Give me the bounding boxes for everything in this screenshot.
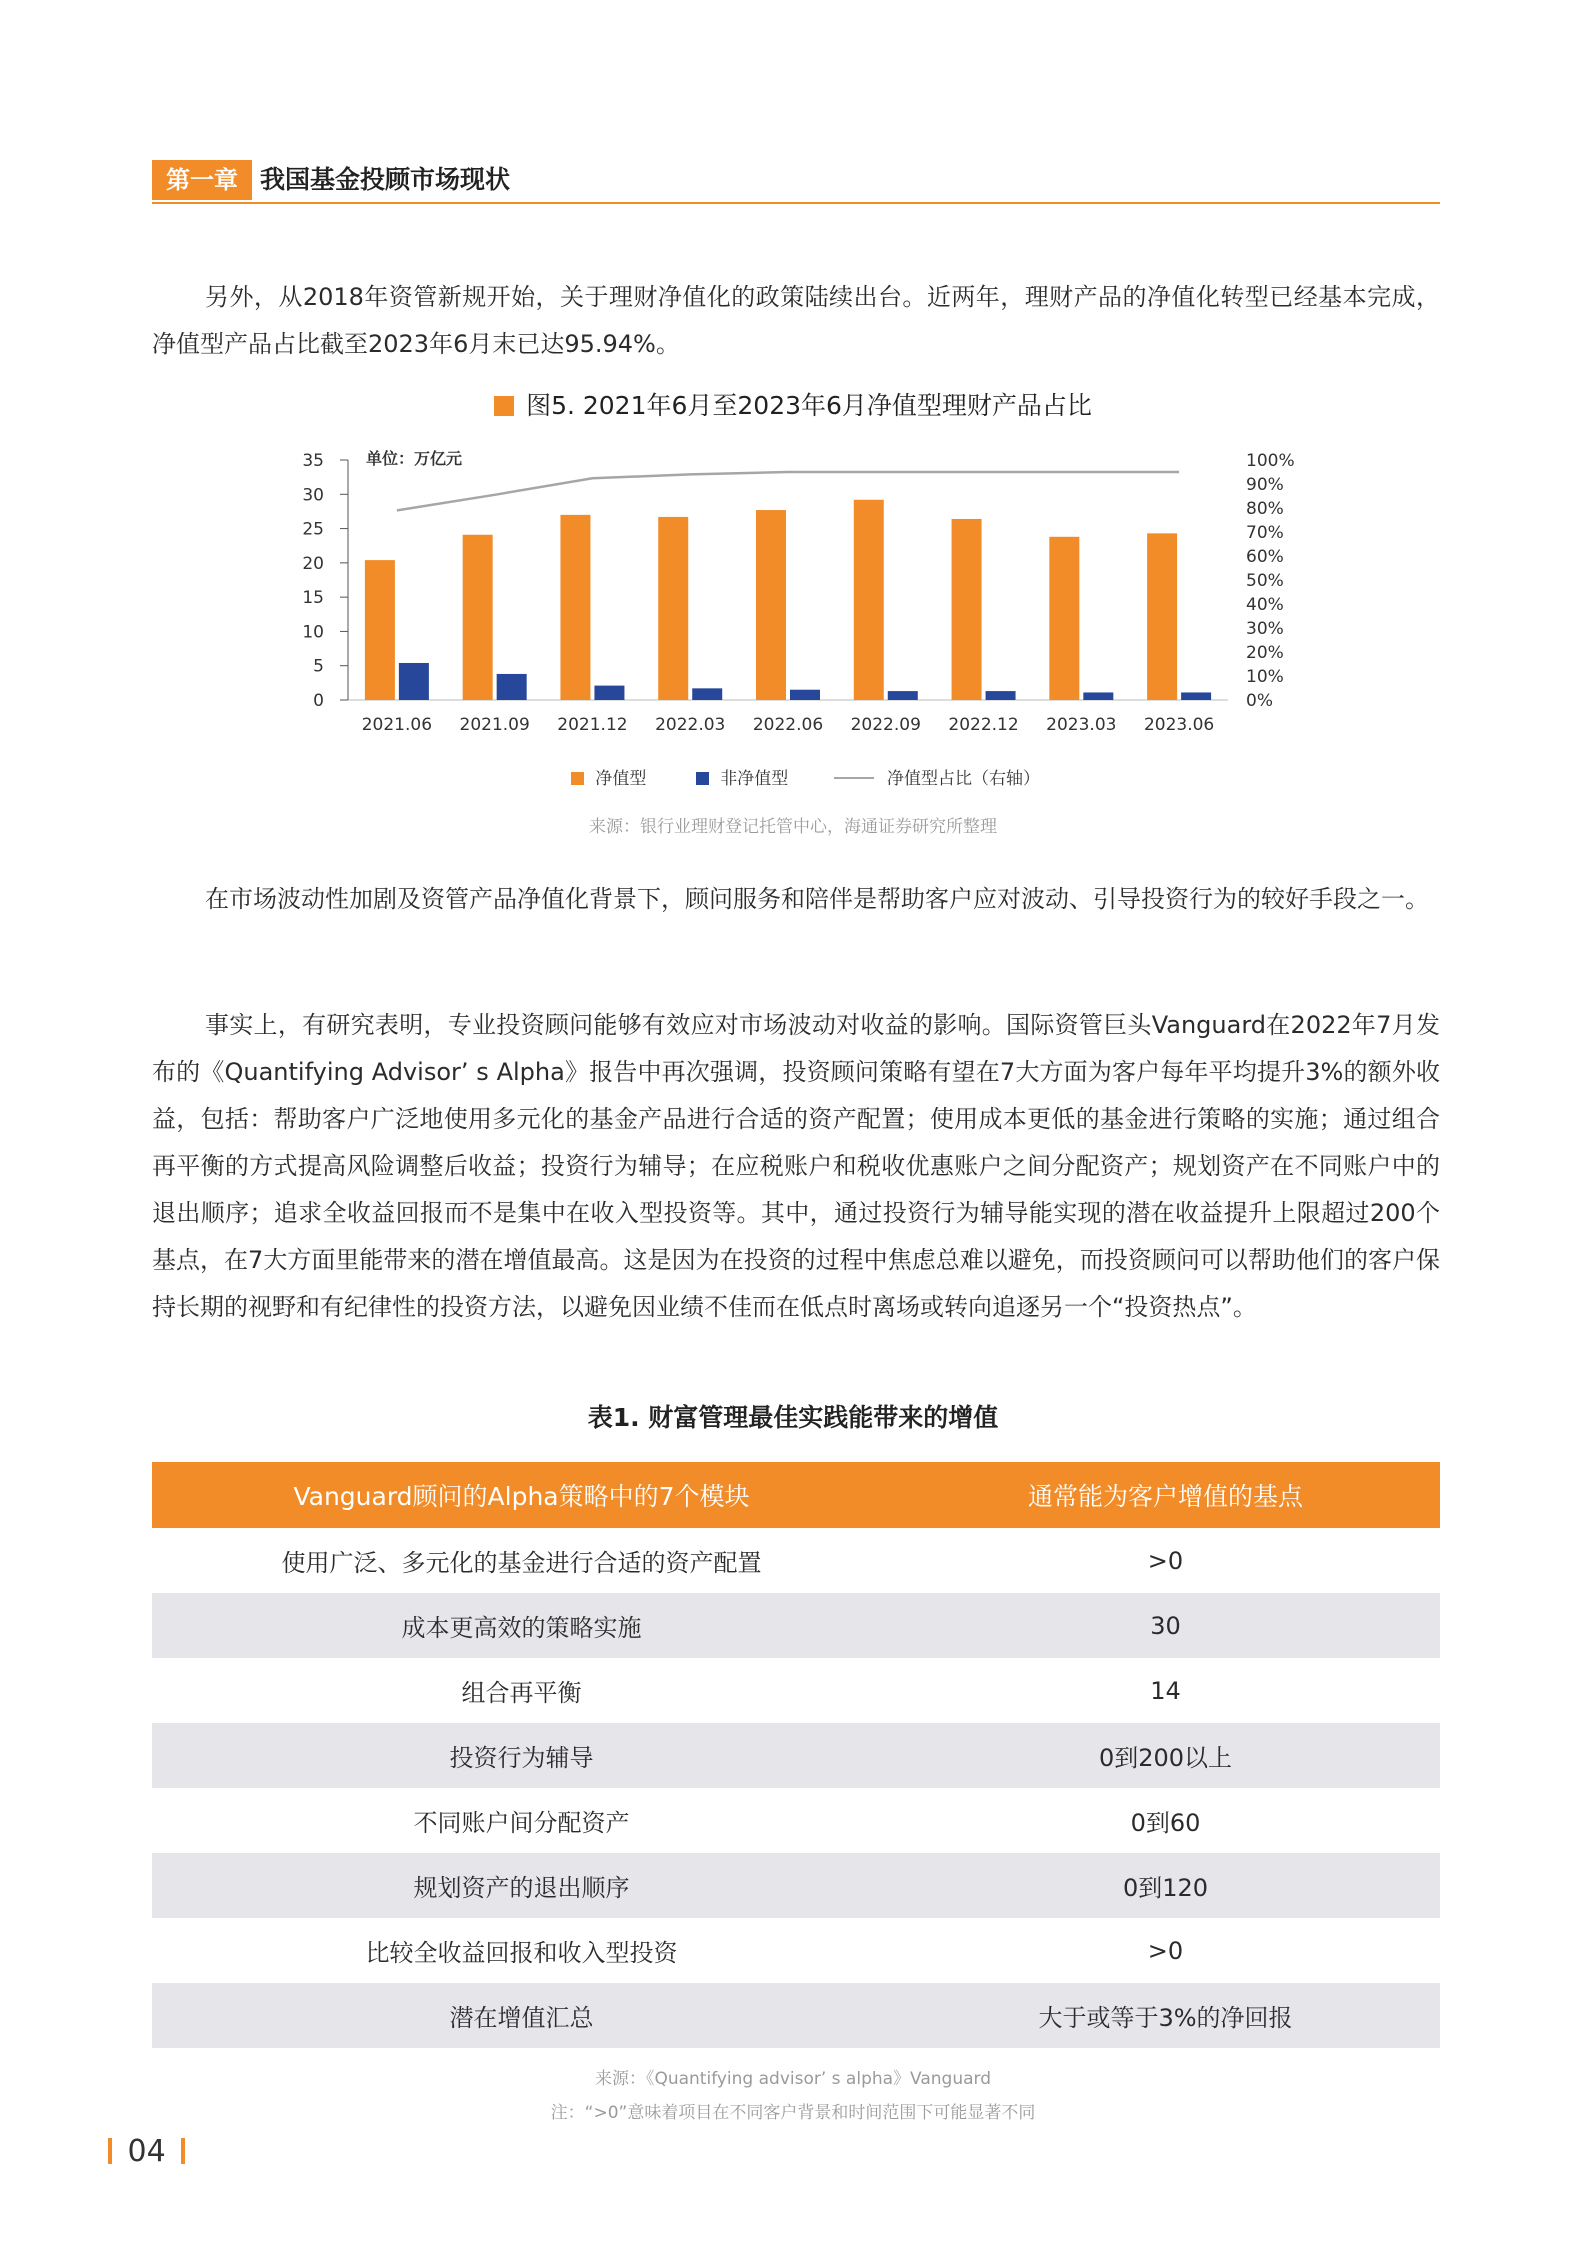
y-tick-label: 0 bbox=[313, 691, 324, 711]
bar-non-nav bbox=[1181, 692, 1211, 700]
legend-label-non-nav: 非净值型 bbox=[720, 769, 789, 789]
bar-non-nav bbox=[399, 663, 429, 700]
bar-nav bbox=[756, 510, 786, 700]
figure-source: 来源：银行业理财登记托管中心，海通证券研究所整理 bbox=[589, 817, 997, 837]
bar-non-nav bbox=[1083, 692, 1113, 700]
y2-tick-label: 90% bbox=[1246, 475, 1284, 495]
value-add-table bbox=[152, 1462, 1440, 2048]
x-tick-label: 2023.03 bbox=[1046, 715, 1117, 735]
x-tick-label: 2021.12 bbox=[557, 715, 628, 735]
bar-non-nav bbox=[888, 691, 918, 700]
table-row bbox=[152, 1853, 1440, 1918]
chart-legend bbox=[571, 764, 1040, 792]
y-tick-label: 15 bbox=[302, 588, 324, 609]
x-tick-label: 2022.12 bbox=[948, 715, 1019, 735]
table-header-row bbox=[152, 1462, 1440, 1528]
bar-line-chart bbox=[0, 430, 1586, 800]
page-number bbox=[108, 2134, 185, 2169]
legend-swatch-ratio bbox=[834, 777, 874, 779]
table-cell-bps: 14 bbox=[1150, 1676, 1181, 1705]
table-row bbox=[152, 1528, 1440, 1593]
legend-swatch-nav bbox=[571, 772, 584, 785]
table-cell-module: 比较全收益回报和收入型投资 bbox=[365, 1939, 678, 1967]
table-cell-module: 规划资产的退出顺序 bbox=[152, 1853, 891, 1918]
chapter-title: 我国基金投顾市场现状 bbox=[260, 165, 511, 194]
table-cell-bps: >0 bbox=[1147, 1936, 1184, 1965]
table-row bbox=[152, 1983, 1440, 2048]
y2-tick-label: 20% bbox=[1246, 643, 1284, 663]
table-cell-module: 不同账户间分配资产 bbox=[413, 1809, 630, 1837]
bar-nav bbox=[463, 535, 493, 700]
legend-label-ratio: 净值型占比（右轴） bbox=[887, 769, 1041, 789]
table-cell-bps: 0到200以上 bbox=[891, 1723, 1440, 1788]
chart-unit-label: 单位：万亿元 bbox=[366, 449, 463, 468]
y-tick-label: 30 bbox=[302, 485, 324, 506]
x-tick-label: 2023.06 bbox=[1143, 715, 1215, 735]
table-note: 注：“>0”意味着项目在不同客户背景和时间范围下可能显著不同 bbox=[550, 2103, 1036, 2123]
table-cell-bps: 30 bbox=[891, 1593, 1440, 1658]
x-tick-label: 2022.06 bbox=[752, 715, 824, 735]
y2-tick-label: 0% bbox=[1246, 691, 1273, 711]
table-cell-bps: 0到60 bbox=[1130, 1809, 1201, 1837]
y2-tick-label: 40% bbox=[1246, 595, 1284, 615]
y-tick-label: 25 bbox=[302, 519, 324, 540]
table-row bbox=[152, 1593, 1440, 1658]
bar-nav bbox=[854, 500, 884, 700]
table-row bbox=[152, 1658, 1440, 1723]
bar-non-nav bbox=[497, 674, 527, 700]
y2-tick-label: 10% bbox=[1246, 667, 1284, 687]
bar-non-nav bbox=[692, 688, 722, 700]
y2-tick-label: 80% bbox=[1246, 499, 1284, 519]
bar-nav bbox=[365, 560, 395, 700]
y2-tick-label: 70% bbox=[1246, 523, 1284, 543]
y-tick-label: 20 bbox=[302, 553, 324, 574]
page-number-right-bar bbox=[181, 2138, 185, 2164]
table-cell-module: 投资行为辅导 bbox=[152, 1723, 891, 1788]
table-cell-module: 潜在增值汇总 bbox=[152, 1983, 891, 2048]
y2-tick-label: 50% bbox=[1246, 571, 1284, 591]
bar-nav bbox=[560, 515, 590, 700]
y2-tick-label: 60% bbox=[1246, 547, 1284, 567]
table-cell-bps: >0 bbox=[1147, 1546, 1184, 1575]
page-number-text: 04 bbox=[127, 2134, 166, 2169]
table-title: 表1. 财富管理最佳实践能带来的增值 bbox=[587, 1403, 999, 1432]
table-cell-module: 使用广泛、多元化的基金进行合适的资产配置 bbox=[281, 1549, 762, 1577]
y-tick-label: 35 bbox=[302, 451, 324, 471]
figure-marker-icon bbox=[494, 396, 514, 416]
table-source: 来源：《Quantifying advisor’ s alpha》Vanguard bbox=[594, 2069, 992, 2089]
y-tick-label: 10 bbox=[302, 622, 324, 643]
bar-non-nav bbox=[790, 690, 820, 700]
bar-nav bbox=[952, 519, 982, 700]
bar-non-nav bbox=[986, 691, 1016, 700]
chapter-header bbox=[152, 160, 1440, 204]
legend-label-nav: 净值型 bbox=[595, 769, 647, 789]
x-tick-label: 2021.09 bbox=[459, 715, 530, 735]
chapter-label: 第一章 bbox=[152, 160, 252, 200]
bar-nav bbox=[1147, 533, 1177, 700]
table-cell-bps: 0到120 bbox=[891, 1853, 1440, 1918]
table-cell-bps: 大于或等于3%的净回报 bbox=[891, 1983, 1440, 2048]
y-tick-label: 5 bbox=[313, 656, 324, 677]
x-tick-label: 2022.09 bbox=[850, 715, 921, 735]
bar-nav bbox=[658, 517, 688, 700]
paragraph-intro: 另外，从2018年资管新规开始，关于理财净值化的政策陆续出台。近两年，理财产品的净值化转型已经基本完成，净值型产品占比截至2023年6月末已达95.94%。 bbox=[152, 283, 1440, 358]
figure-title-text: 图5. 2021年6月至2023年6月净值型理财产品占比 bbox=[526, 391, 1092, 420]
y2-tick-label: 100% bbox=[1246, 451, 1295, 471]
paragraph-advisory: 在市场波动性加剧及资管产品净值化背景下，顾问服务和陪伴是帮助客户应对波动、引导投资行为的较好手段之一。 bbox=[205, 885, 1429, 913]
table-row bbox=[152, 1788, 1440, 1853]
x-tick-label: 2021.06 bbox=[361, 715, 433, 735]
figure-title bbox=[0, 386, 1586, 426]
table-header-module: Vanguard顾问的Alpha策略中的7个模块 bbox=[152, 1462, 891, 1528]
paragraph-vanguard: 事实上，有研究表明，专业投资顾问能够有效应对市场波动对收益的影响。国际资管巨头Vanguard在2022年7月发布的《Quantifying Advisor’ s Alpha》报告中再次强调，投资顾问策略有望在7大方面为客户每年平均提升3%的额外收益，包括：帮助客户广泛地使用多元化的基金产品进行合适的资产配置；使用成本更低的基金进行策略的实施；通过组合再平衡的方式提高风险调整后收益；投资行为辅导；在应税账户和税收优惠账户之间分配资产；规划资产在不同账户中的退出顺序；追求全收益回报而不是集中在收入型投资等。其中，通过投资行为辅导能实现的潜在收益提升上限超过200个基点，在7大方面里能带来的潜在增值最高。这是因为在投资的过程中焦虑总难以避免，而投资顾问可以帮助他们的客户保持长期的视野和有纪律性的投资方法，以避免因业绩不佳而在低点时离场或转向追逐另一个“投资热点”。 bbox=[152, 1011, 1440, 1321]
table-cell-module: 组合再平衡 bbox=[461, 1679, 582, 1707]
table-header-bps: 通常能为客户增值的基点 bbox=[891, 1462, 1440, 1528]
table-cell-module: 成本更高效的策略实施 bbox=[152, 1593, 891, 1658]
x-tick-label: 2022.03 bbox=[655, 715, 726, 735]
legend-swatch-non-nav bbox=[696, 772, 709, 785]
bar-non-nav bbox=[594, 686, 624, 700]
ratio-line bbox=[397, 472, 1179, 510]
page-number-left-bar bbox=[108, 2138, 112, 2164]
bar-nav bbox=[1049, 537, 1079, 700]
table-row bbox=[152, 1918, 1440, 1983]
table-row bbox=[152, 1723, 1440, 1788]
y2-tick-label: 30% bbox=[1246, 619, 1284, 639]
